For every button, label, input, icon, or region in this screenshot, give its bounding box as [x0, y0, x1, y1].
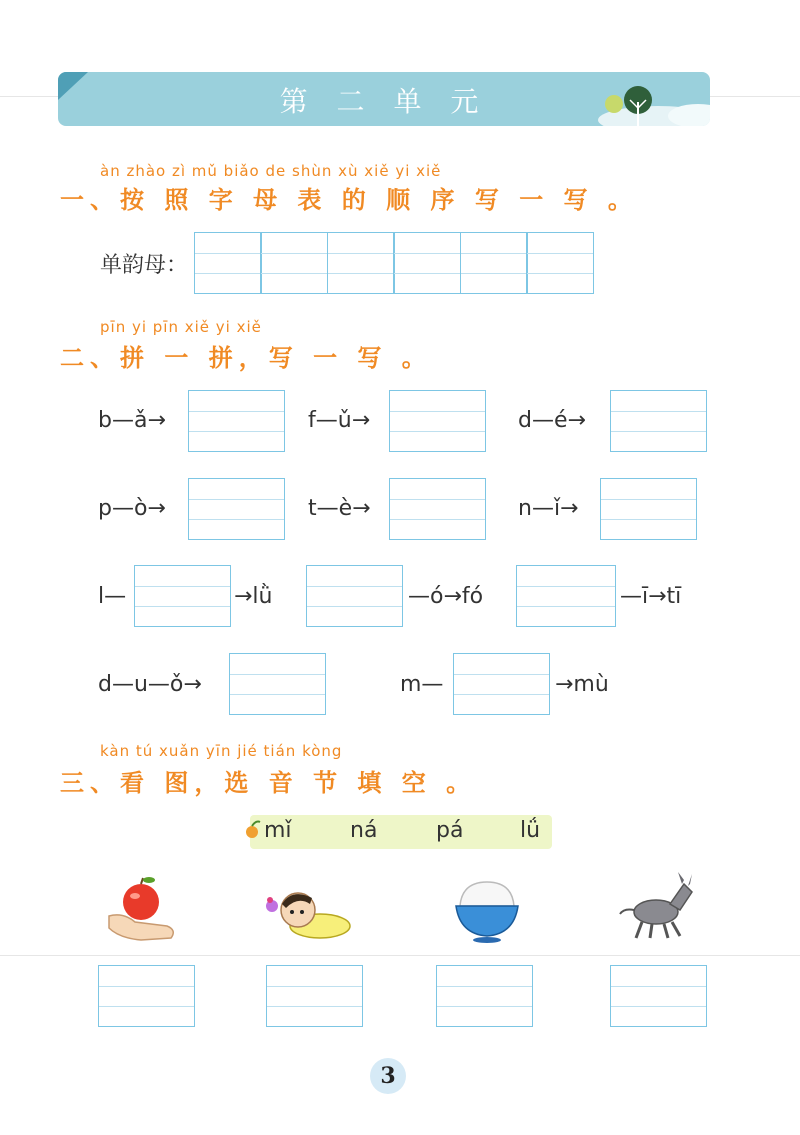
answer-box[interactable]	[610, 390, 707, 452]
section1-title: 一、按 照 字 母 表 的 顺 序 写 一 写 。	[60, 186, 638, 214]
spelling-prompt: t—è→	[308, 496, 371, 521]
crawling-baby-icon	[262, 882, 352, 942]
answer-box[interactable]	[229, 653, 326, 715]
rice-bowl-icon	[452, 872, 522, 944]
spelling-prompt: m—	[400, 672, 444, 697]
section2-pinyin: pīn yi pīn xiě yi xiě	[100, 318, 262, 336]
page-number: 3	[370, 1058, 406, 1094]
section1-pinyin: àn zhào zì mǔ biǎo de shùn xù xiě yi xiě	[100, 162, 442, 180]
spelling-prompt: p—ò→	[98, 496, 166, 521]
fruit-icon	[244, 819, 262, 841]
syllable-option: mǐ	[264, 818, 292, 843]
answer-box[interactable]	[453, 653, 550, 715]
spelling-prompt: →lǜ	[234, 584, 273, 609]
apple-in-hand-icon	[105, 872, 180, 944]
vowel-writing-grid	[195, 232, 594, 294]
syllable-option: lǘ	[520, 818, 541, 843]
section1-label: 单韵母：	[100, 253, 189, 278]
writing-cell[interactable]	[194, 232, 262, 294]
spelling-prompt: d—u—ǒ→	[98, 672, 202, 697]
spelling-prompt: l—	[98, 584, 127, 609]
syllable-options-bar	[250, 815, 552, 849]
page-title: 第 二 单 元	[279, 85, 489, 118]
section3-title: 三、看 图，选 音 节 填 空 。	[60, 769, 477, 797]
answer-box[interactable]	[436, 965, 533, 1027]
syllable-option: pá	[436, 818, 464, 843]
spelling-prompt: b—ǎ→	[98, 408, 166, 433]
faint-scan-line	[0, 955, 800, 956]
answer-box[interactable]	[389, 390, 486, 452]
spelling-prompt: f—ǔ→	[308, 408, 371, 433]
answer-box[interactable]	[516, 565, 616, 627]
answer-box[interactable]	[600, 478, 697, 540]
writing-cell[interactable]	[393, 232, 461, 294]
donkey-icon	[618, 870, 698, 942]
answer-box[interactable]	[306, 565, 403, 627]
answer-box[interactable]	[134, 565, 231, 627]
spelling-prompt: —ī→tī	[620, 584, 682, 609]
spelling-prompt: n—ǐ→	[518, 496, 579, 521]
answer-box[interactable]	[610, 965, 707, 1027]
writing-cell[interactable]	[260, 232, 328, 294]
answer-box[interactable]	[188, 390, 285, 452]
spelling-prompt: d—é→	[518, 408, 586, 433]
unit-banner	[58, 72, 710, 126]
answer-box[interactable]	[188, 478, 285, 540]
section2-title: 二、拼 一 拼，写 一 写 。	[60, 344, 432, 372]
answer-box[interactable]	[98, 965, 195, 1027]
answer-box[interactable]	[266, 965, 363, 1027]
answer-box[interactable]	[389, 478, 486, 540]
writing-cell[interactable]	[460, 232, 528, 294]
section3-pinyin: kàn tú xuǎn yīn jié tián kòng	[100, 742, 343, 760]
writing-cell[interactable]	[327, 232, 395, 294]
spelling-prompt: —ó→fó	[408, 584, 484, 609]
syllable-option: ná	[350, 818, 378, 843]
spelling-prompt: →mù	[555, 672, 609, 697]
writing-cell[interactable]	[526, 232, 594, 294]
